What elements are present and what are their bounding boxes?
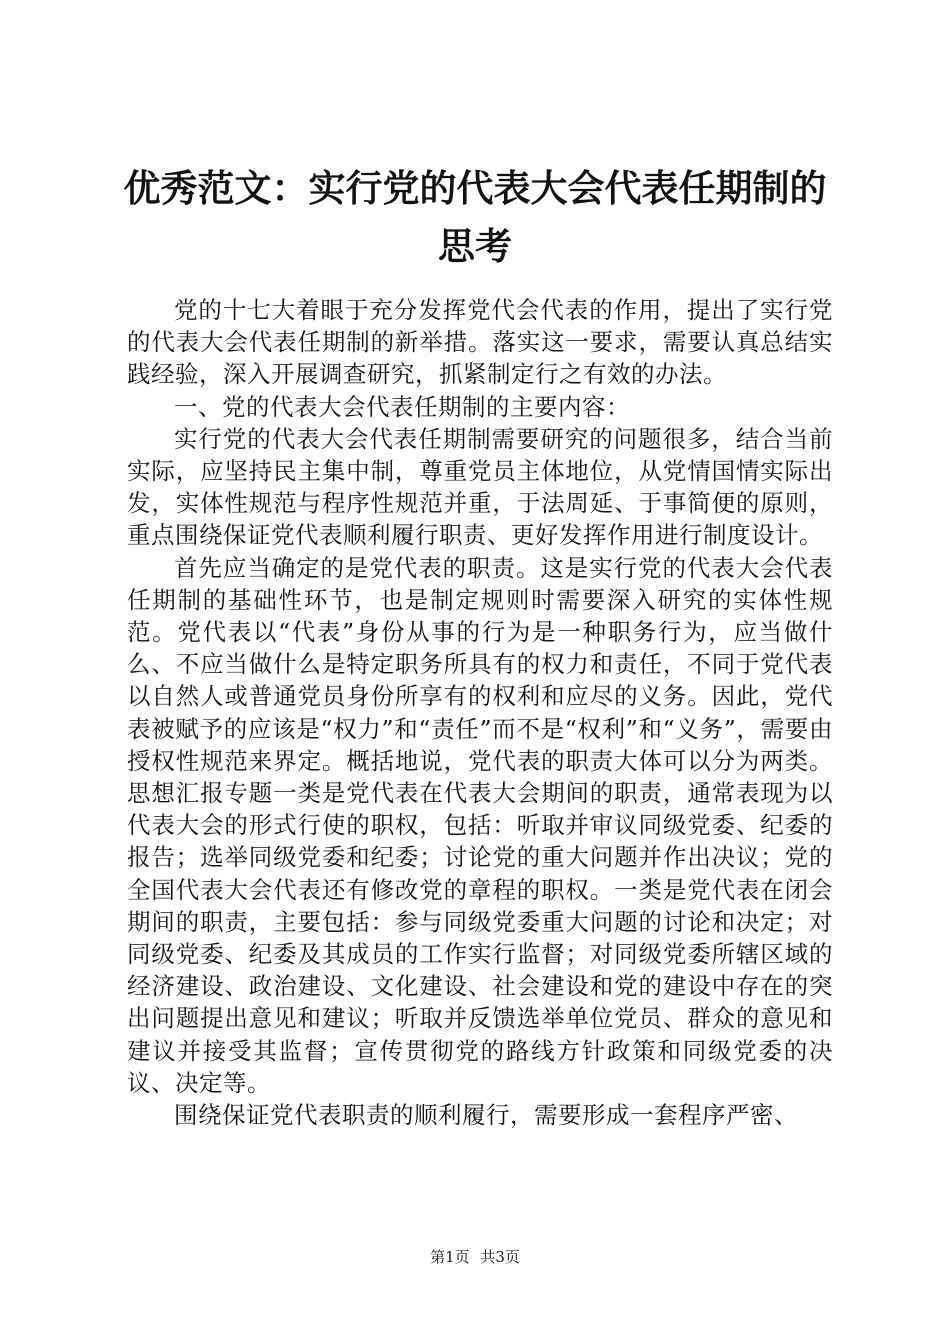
page-number-total: 共3页 [480, 1248, 520, 1266]
section-heading: 一、党的代表大会代表任期制的主要内容： [174, 392, 630, 421]
paragraph-intro: 党的十七大着眼于充分发挥党代会代表的作用，提出了实行党的代表大会代表任期制的新举措。落实这一要求，需要认真总结实践经验，深入开展调查研究，抓紧制定行之有效的办法。 [127, 296, 833, 389]
document-body [127, 294, 833, 1131]
paragraph-duties: 首先应当确定的是党代表的职责。这是实行党的代表大会代表任期制的基础性环节，也是制定规则时需要深入研究的实体性规范。党代表以“代表”身份从事的行为是一种职务行为，应当做什么、不应当做什么是特定职务所具有的权力和责任，不同于党代表以自然人或普通党员身份所享有的权利和应尽的义务。因此，党代表被赋予的应该是“权力”和“责任”而不是“权利”和“义务”，需要由授权性规范来界定。概括地说，党代表的职责大体可以分为两类。思想汇报专题一类是党代表在代表大会期间的职责，通常表现为以代表大会的形式行使的职权，包括：听取并审议同级党委、纪委的报告；选举同级党委和纪委；讨论党的重大问题并作出决议；党的全国代表大会代表还有修改党的章程的职权。一类是党代表在闭会期间的职责，主要包括：参与同级党委重大问题的讨论和决定；对同级党委、纪委及其成员的工作实行监督；对同级党委所辖区域的经济建设、政治建设、文化建设、社会建设和党的建设中存在的突出问题提出意见和建议；听取并反馈选举单位党员、群众的意见和建议并接受其监督；宣传贯彻党的路线方针政策和同级党委的决议、决定等。 [127, 553, 833, 1097]
page-number-current: 第1页 [430, 1248, 470, 1266]
page-footer [0, 1247, 950, 1267]
document-title: 优秀范文：实行党的代表大会代表任期制的思考 [123, 167, 827, 268]
paragraph-procedures: 围绕保证党代表职责的顺利履行，需要形成一套程序严密、 [174, 1101, 798, 1130]
paragraph-principles: 实行党的代表大会代表任期制需要研究的问题很多，结合当前实际，应坚持民主集中制，尊重党员主体地位，从党情国情实际出发，实体性规范与程序性规范并重，于法周延、于事简便的原则，重点围绕保证党代表顺利履行职责、更好发挥作用进行制度设计。 [127, 424, 833, 550]
